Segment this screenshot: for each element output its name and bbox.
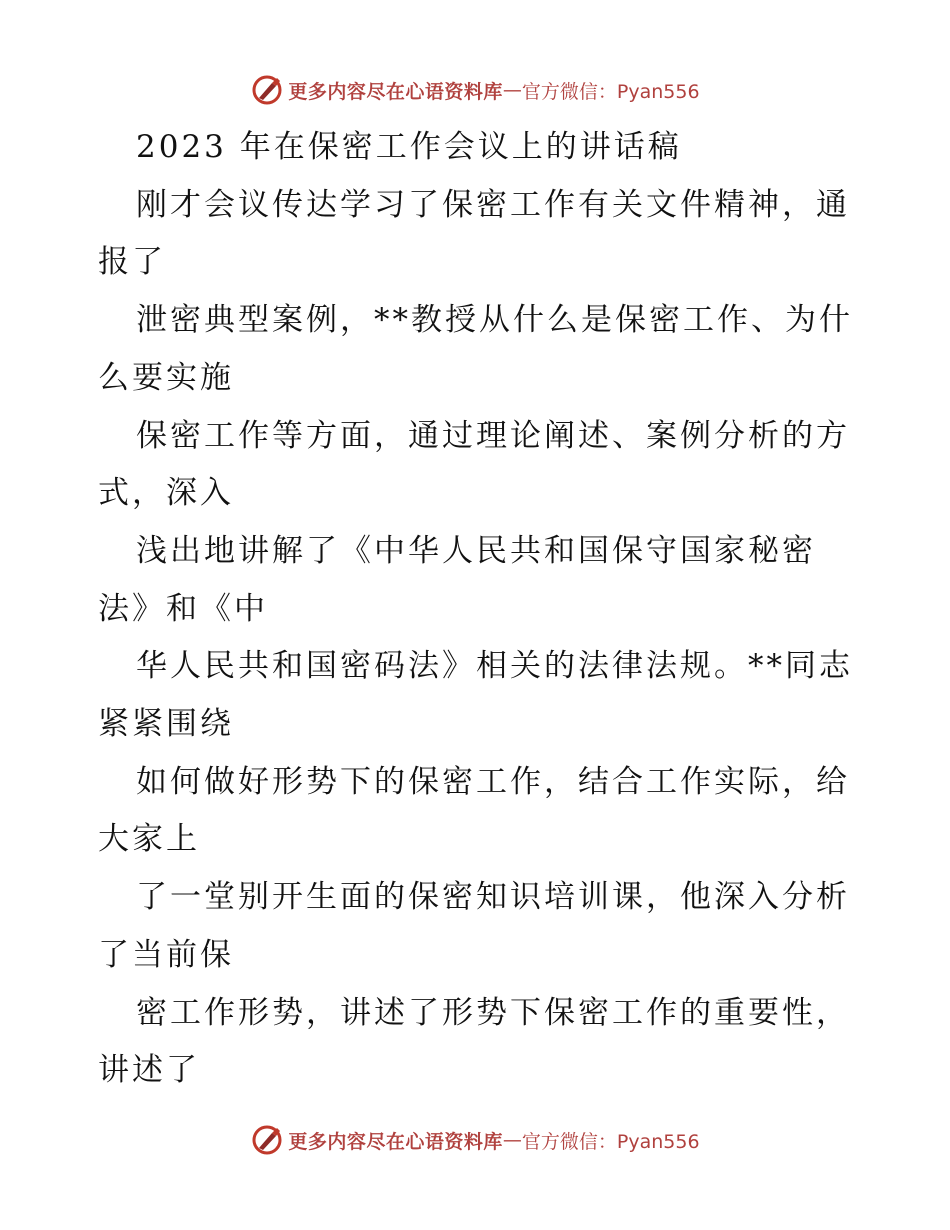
text-line: 法》和《中 <box>98 590 268 627</box>
document-body <box>98 119 858 1100</box>
text-line: 大家上 <box>98 821 200 858</box>
watermark-contact: 官方微信：Pyan556 <box>521 80 700 103</box>
text-line: 了当前保 <box>98 936 234 973</box>
text-line: 了一堂别开生面的保密知识培训课，他深入分析 <box>136 879 850 916</box>
document-title: 2023 年在保密工作会议上的讲话稿 <box>136 129 682 165</box>
watermark-text: 更多内容尽在心语资料库 <box>288 1130 503 1153</box>
watermark-contact: 官方微信：Pyan556 <box>521 1130 700 1153</box>
watermark-separator: — <box>502 1129 522 1151</box>
text-line: 浅出地讲解了《中华人民共和国保守国家秘密 <box>136 532 816 569</box>
text-line: 如何做好形势下的保密工作，结合工作实际，给 <box>136 763 850 800</box>
text-line: 么要实施 <box>98 359 234 396</box>
text-line: 讲述了 <box>98 1052 200 1089</box>
watermark-text: 更多内容尽在心语资料库 <box>288 80 503 103</box>
text-line: 式，深入 <box>98 475 234 512</box>
footer-watermark <box>0 1120 950 1160</box>
text-line: 华人民共和国密码法》相关的法律法规。**同志 <box>136 648 853 685</box>
text-line: 保密工作等方面，通过理论阐述、案例分析的方 <box>136 417 850 454</box>
text-line: 紧紧围绕 <box>98 706 234 743</box>
text-line: 密工作形势，讲述了形势下保密工作的重要性， <box>136 994 850 1031</box>
header-watermark <box>0 70 950 110</box>
text-line: 报了 <box>98 244 166 281</box>
watermark-separator: — <box>502 79 522 101</box>
text-line: 刚才会议传达学习了保密工作有关文件精神，通 <box>136 186 850 223</box>
text-line: 泄密典型案例，**教授从什么是保密工作、为什 <box>136 302 853 339</box>
pen-logo-icon <box>250 1123 284 1157</box>
pen-logo-icon <box>250 73 284 107</box>
